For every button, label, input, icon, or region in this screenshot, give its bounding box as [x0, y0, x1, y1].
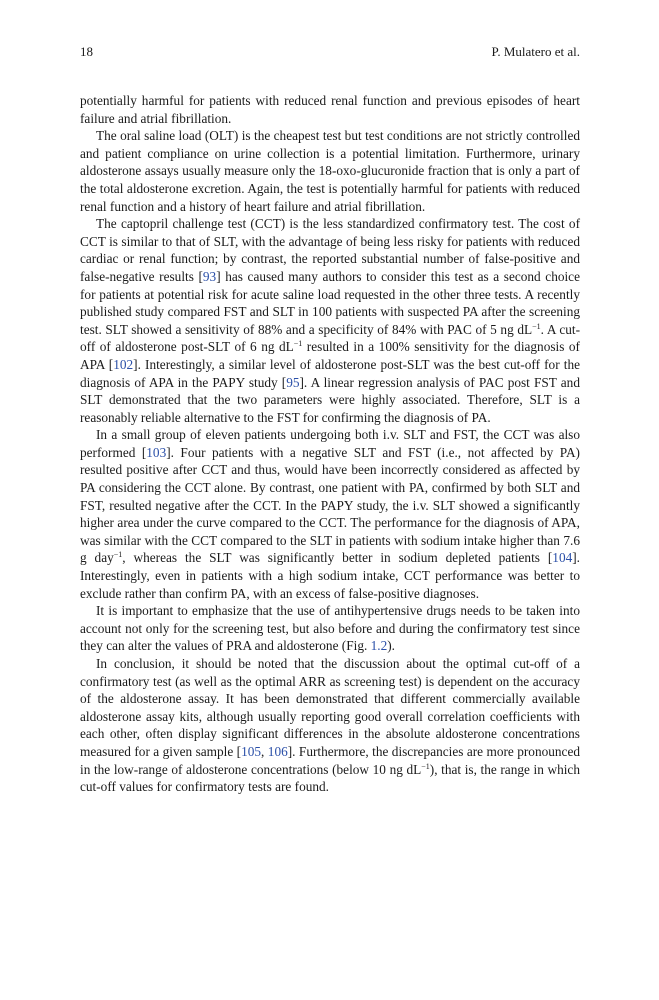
superscript-exponent: −1	[293, 339, 303, 349]
document-page	[80, 0, 580, 1000]
superscript-exponent: −1	[421, 761, 430, 771]
citation-link[interactable]: 102	[113, 356, 134, 372]
citation-link[interactable]: 93	[202, 268, 217, 284]
text-run: It is important to emphasize that the use of antihypertensive drugs needs to be taken into account not only for the screening test, but also before and during the confirmatory test since they can alter the values of PRA and aldosterone (Fig.	[80, 603, 580, 654]
running-header	[80, 44, 580, 60]
text-run: In conclusion, it should be noted that the discussion about the optimal cut-off of a confirmatory test (as well as the optimal ARR as screening test) is dependent on the accuracy of the aldosterone assay. It has been demonstrated that different commercially available aldosterone assay kits, although usually reporting good overall correlation coefficients with each other, often display significant differences in the absolute aldosterone concentrations measured for a given sample [	[80, 656, 580, 759]
text-run: potentially harmful for patients with reduced renal function and previous episodes of heart failure and atrial fibrillation.	[80, 93, 580, 126]
text-run: The oral saline load (OLT) is the cheapest test but test conditions are not strictly controlled and patient compliance on urine collection is a potential limitation. Furthermore, urinary aldosterone assays usually measure only the 18-oxo-glucuronide fraction that is only a part of the total aldosterone excretion. Again, the test is potentially harmful for patients with reduced renal function and a history of heart failure and atrial fibrillation.	[80, 128, 580, 214]
paragraph	[80, 602, 580, 655]
paragraph	[80, 92, 580, 127]
superscript-exponent: −1	[113, 550, 123, 560]
text-run: ]. Interestingly, even in patients with a high sodium intake, CCT performance was better to exclude rather than confirm PA, with an excess of false-positive diagnoses.	[80, 550, 581, 601]
text-run: The captopril challenge test (CCT) is the less standardized confirmatory test. The cost of CCT is similar to that of SLT, with the advantage of being less risky for patients with reduced cardiac or renal function; by contrast, the reported substantial number of false-positive and false-negative results [	[80, 216, 580, 284]
paragraph	[80, 215, 580, 426]
text-run: ]. Furthermore, the discrepancies are more pronounced in the low-range of aldosterone concentrations (below 10 ng dL	[80, 743, 580, 777]
citation-link[interactable]: 95	[286, 374, 300, 390]
citation-link[interactable]: 106	[267, 743, 288, 759]
text-run: , whereas the SLT was significantly better in sodium depleted patients [	[122, 550, 553, 566]
text-run: ,	[261, 743, 268, 759]
paragraph	[80, 127, 580, 215]
citation-link[interactable]: 1.2	[370, 638, 388, 654]
paragraph	[80, 426, 580, 602]
text-run: ]. A linear regression analysis of PAC post FST and SLT demonstrated that the two parameters were highly associated. Therefore, SLT is a reasonably reliable alternative to the FST for confirming the diagnosis of PA.	[80, 374, 580, 425]
body-text	[80, 92, 580, 796]
citation-link[interactable]: 105	[241, 743, 262, 759]
text-run: ]. Four patients with a negative SLT and FST (i.e., not affected by PA) resulted positive after CCT and thus, would have been incorrectly considered as affected by PA considering the CCT alone. By contrast, one patient with PA, confirmed by both SLT and FST, resulted negative after the CCT. In the PAPY study, the i.v. SLT showed a significantly higher area under the curve compared to the CCT. The performance for the diagnosis of APA, was similar with the CCT compared to the SLT in patients with sodium intake higher than 7.6 g day	[80, 444, 580, 566]
text-run: ] has caused many authors to consider this test as a second choice for patients at potential risk for acute saline load requested in the other three tests. A recently published study compared FST and SLT in 100 patients with suspected PA after the screening test. SLT showed a sensitivity of 88% and a specificity of 84% with PAC of 5 ng dL	[80, 268, 580, 337]
superscript-exponent: −1	[532, 321, 541, 331]
text-run: ), that is, the range in which cut-off values for confirmatory tests are found.	[80, 761, 580, 795]
text-run: In a small group of eleven patients undergoing both i.v. SLT and FST, the CCT was also performed [	[80, 427, 580, 460]
paragraph	[80, 655, 580, 796]
citation-link[interactable]: 104	[552, 550, 573, 566]
page-number: 18	[80, 44, 93, 59]
text-run: ]. Interestingly, a similar level of aldosterone post-SLT was the best cut-off for the diagnosis of APA in the PAPY study [	[80, 356, 580, 390]
text-run: resulted in a 100% sensitivity for the diagnosis of APA [	[80, 339, 580, 372]
author-header: P. Mulatero et al.	[491, 44, 580, 59]
text-run: ).	[387, 638, 396, 654]
citation-link[interactable]: 103	[146, 444, 167, 460]
text-run: . A cut-off of aldosterone post-SLT of 6 ng dL	[80, 321, 581, 355]
